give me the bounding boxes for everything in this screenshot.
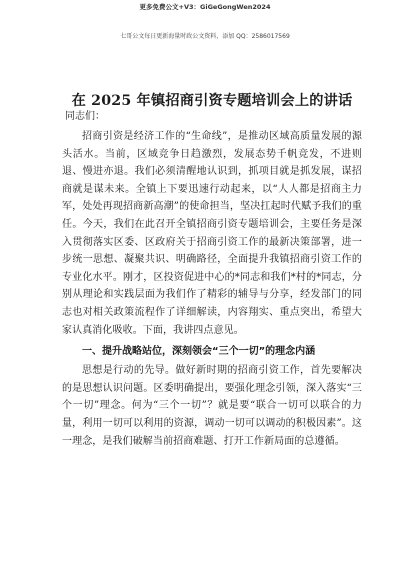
document-title: 在 2025 年镇招商引资专题培训会上的讲话: [71, 93, 353, 109]
promo-banner: 更多免费公文+V3：GiGeGongWen2024: [139, 3, 271, 11]
paragraph-section-1: 思想是行动的先导。做好新时期的招商引资工作，首先要解决的是思想认识问题。区委明确提出，要强化理念引领，深入落实“三个一切”理念。何为“三个一切”？就是要“联合一切可以联合的力量，利用一切可以利用的资源，调动一切可以调动的积极因素”。这一理念，是我们破解当前招商难题、打开工作新局面的总遵循。: [62, 365, 362, 447]
paragraph-intro: 招商引资是经济工作的“生命线”，是推动区域高质量发展的源头活水。当前，区域竞争日趋激烈，发展态势千帆竞发，不进则退、慢进亦退。我们必须清醒地认识到，抓项目就是抓发展，谋招商就是谋未来。全镇上下要迅速行动起来，以“人人都是招商主力军，处处再现招商新高潮”的使命担当，坚决扛起时代赋予我们的重任。今天，我们在此召开全镇招商引资专题培训会，主要任务是深入贯彻落实区委、区政府关于招商引资工作的最新决策部署，进一步统一思想、凝聚共识、明确路径，全面提升我镇招商引资工作的专业化水平。刚才，区投资促进中心的*同志和我们*村的*同志，分别从理论和实践层面为我们作了精彩的辅导与分享，经发部门的同志也对相关政策流程作了详细解读，内容翔实、重点突出，希望大家认真消化吸收。下面，我讲四点意见。: [62, 131, 362, 336]
document-body: [62, 92, 362, 450]
promo-subbanner: 七哥公文每日更新海量时政公文资料，添加 QQ：2586017569: [120, 33, 290, 40]
salutation: 同志们：: [65, 111, 105, 122]
section-heading-1: 一、提升战略站位，深刻领会“三个一切”的理念内涵: [82, 346, 316, 358]
